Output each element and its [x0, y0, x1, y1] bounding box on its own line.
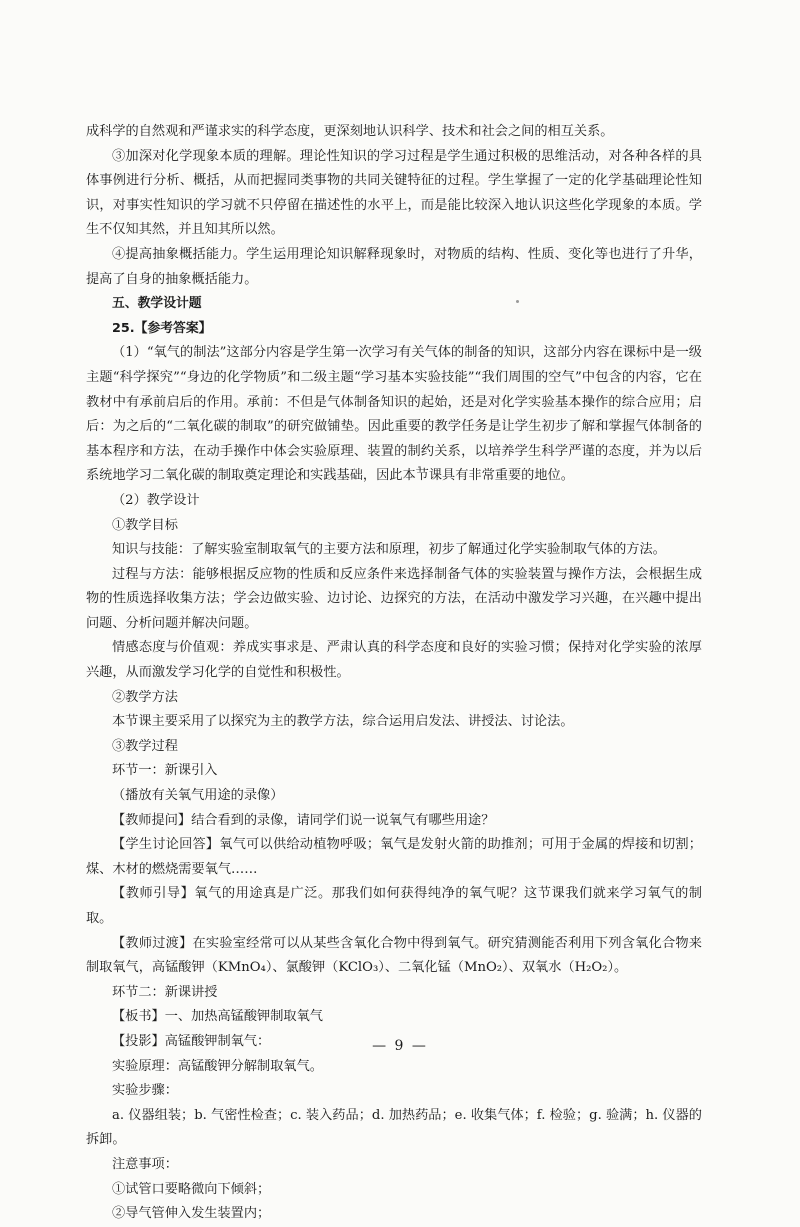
section-heading: 25.【参考答案】 [112, 320, 212, 336]
paragraph: ②导气管伸入发生装置内； [112, 1206, 271, 1222]
paragraph: 情感态度与价值观：养成实事求是、严肃认真的科学态度和良好的实验习惯；保持对化学实验的浓厚兴趣，从而激发学习化学的自觉性和积极性。 [86, 640, 702, 681]
paragraph: 过程与方法：能够根据反应物的性质和反应条件来选择制备气体的实验装置与操作方法，会根据生成物的性质选择收集方法；学会边做实验、边讨论、边探究的方法，在活动中激发学习兴趣，在兴趣中提出问题、分析问题并解决问题。 [86, 566, 702, 631]
paragraph: （2）教学设计 [112, 492, 200, 508]
paragraph: 【教师提问】结合看到的录像，请同学们说一说氧气有哪些用途？ [112, 812, 495, 828]
paragraph: ④提高抽象概括能力。学生运用理论知识解释现象时，对物质的结构、性质、变化等也进行了升华，提高了自身的抽象概括能力。 [86, 246, 702, 287]
section-heading: 五、教学设计题 [112, 296, 202, 312]
paragraph: 【学生讨论回答】氧气可以供给动植物呼吸；氧气是发射火箭的助推剂；可用于金属的焊接和切割；煤、木材的燃烧需要氧气…… [86, 837, 702, 877]
paragraph: 本节课主要采用了以探究为主的教学方法，综合运用启发法、讲授法、讨论法。 [112, 714, 574, 730]
paragraph: 实验原理：高锰酸钾分解制取氧气。 [112, 1058, 323, 1074]
page-number: — 9 — [372, 1038, 428, 1054]
paragraph: 知识与技能：了解实验室制取氧气的主要方法和原理，初步了解通过化学实验制取气体的方法。 [112, 542, 666, 558]
paragraph: 成科学的自然观和严谨求实的科学态度，更深刻地认识科学、技术和社会之间的相互关系。 [86, 124, 614, 139]
paragraph: a. 仪器组装；b. 气密性检查；c. 装入药品；d. 加热药品；e. 收集气体；f. 检验；g. 验满；h. 仪器的拆卸。 [86, 1107, 702, 1148]
paragraph: 环节一：新课引入 [112, 763, 218, 779]
paragraph: ②教学方法 [112, 689, 178, 705]
document-body [86, 120, 702, 1227]
paragraph: 注意事项： [112, 1156, 178, 1172]
paragraph: （1）“氧气的制法”这部分内容是学生第一次学习有关气体的制备的知识，这部分内容在课标中是一级主题“科学探究”“身边的化学物质”和二级主题“学习基本实验技能”“我们周围的空气”中包含的内容，它在教材中有承前启后的作用。承前：不但是气体制备知识的起始，还是对化学实验基本操作的综合应用；启后：为之后的“二氧化碳的制取”的研究做铺垫。因此重要的教学任务是让学生初步了解和掌握气体制备的基本程序和方法，在动手操作中体会实验原理、装置的制约关系，以培养学生科学严谨的态度，并为以后系统地学习二氧化碳的制取奠定理论和实践基础，因此本节课具有非常重要的地位。 [86, 345, 702, 484]
paragraph: ①试管口要略微向下倾斜； [112, 1181, 271, 1197]
paragraph: 实验步骤： [112, 1083, 178, 1099]
paragraph: 【教师引导】氧气的用途真是广泛。那我们如何获得纯净的氧气呢？这节课我们就来学习氧气的制取。 [86, 886, 702, 926]
paragraph: 【投影】高锰酸钾制氧气： [112, 1033, 271, 1049]
paragraph: ③加深对化学现象本质的理解。理论性知识的学习过程是学生通过积极的思维活动，对各种各样的具体事例进行分析、概括，从而把握同类事物的共同关键特征的过程。学生掌握了一定的化学基础理论性知识，对事实性知识的学习就不只停留在描述性的水平上，而是能比较深入地认识这些化学现象的本质。学生不仅知其然，并且知其所以然。 [86, 148, 702, 238]
paragraph: 环节二：新课讲授 [112, 984, 218, 1000]
paragraph: ③教学过程 [112, 738, 178, 754]
paragraph: 【教师过渡】在实验室经常可以从某些含氧化合物中得到氧气。研究猜测能否利用下列含氧化合物来制取氧气，高锰酸钾（KMnO₄）、氯酸钾（KClO₃）、二氧化锰（MnO₂）、双氧水（H₂O₂）。 [86, 935, 702, 976]
paragraph: 【板书】一、加热高锰酸钾制取氧气 [112, 1009, 323, 1025]
paragraph: （播放有关氧气用途的录像） [112, 788, 284, 804]
paragraph: ①教学目标 [112, 517, 178, 533]
